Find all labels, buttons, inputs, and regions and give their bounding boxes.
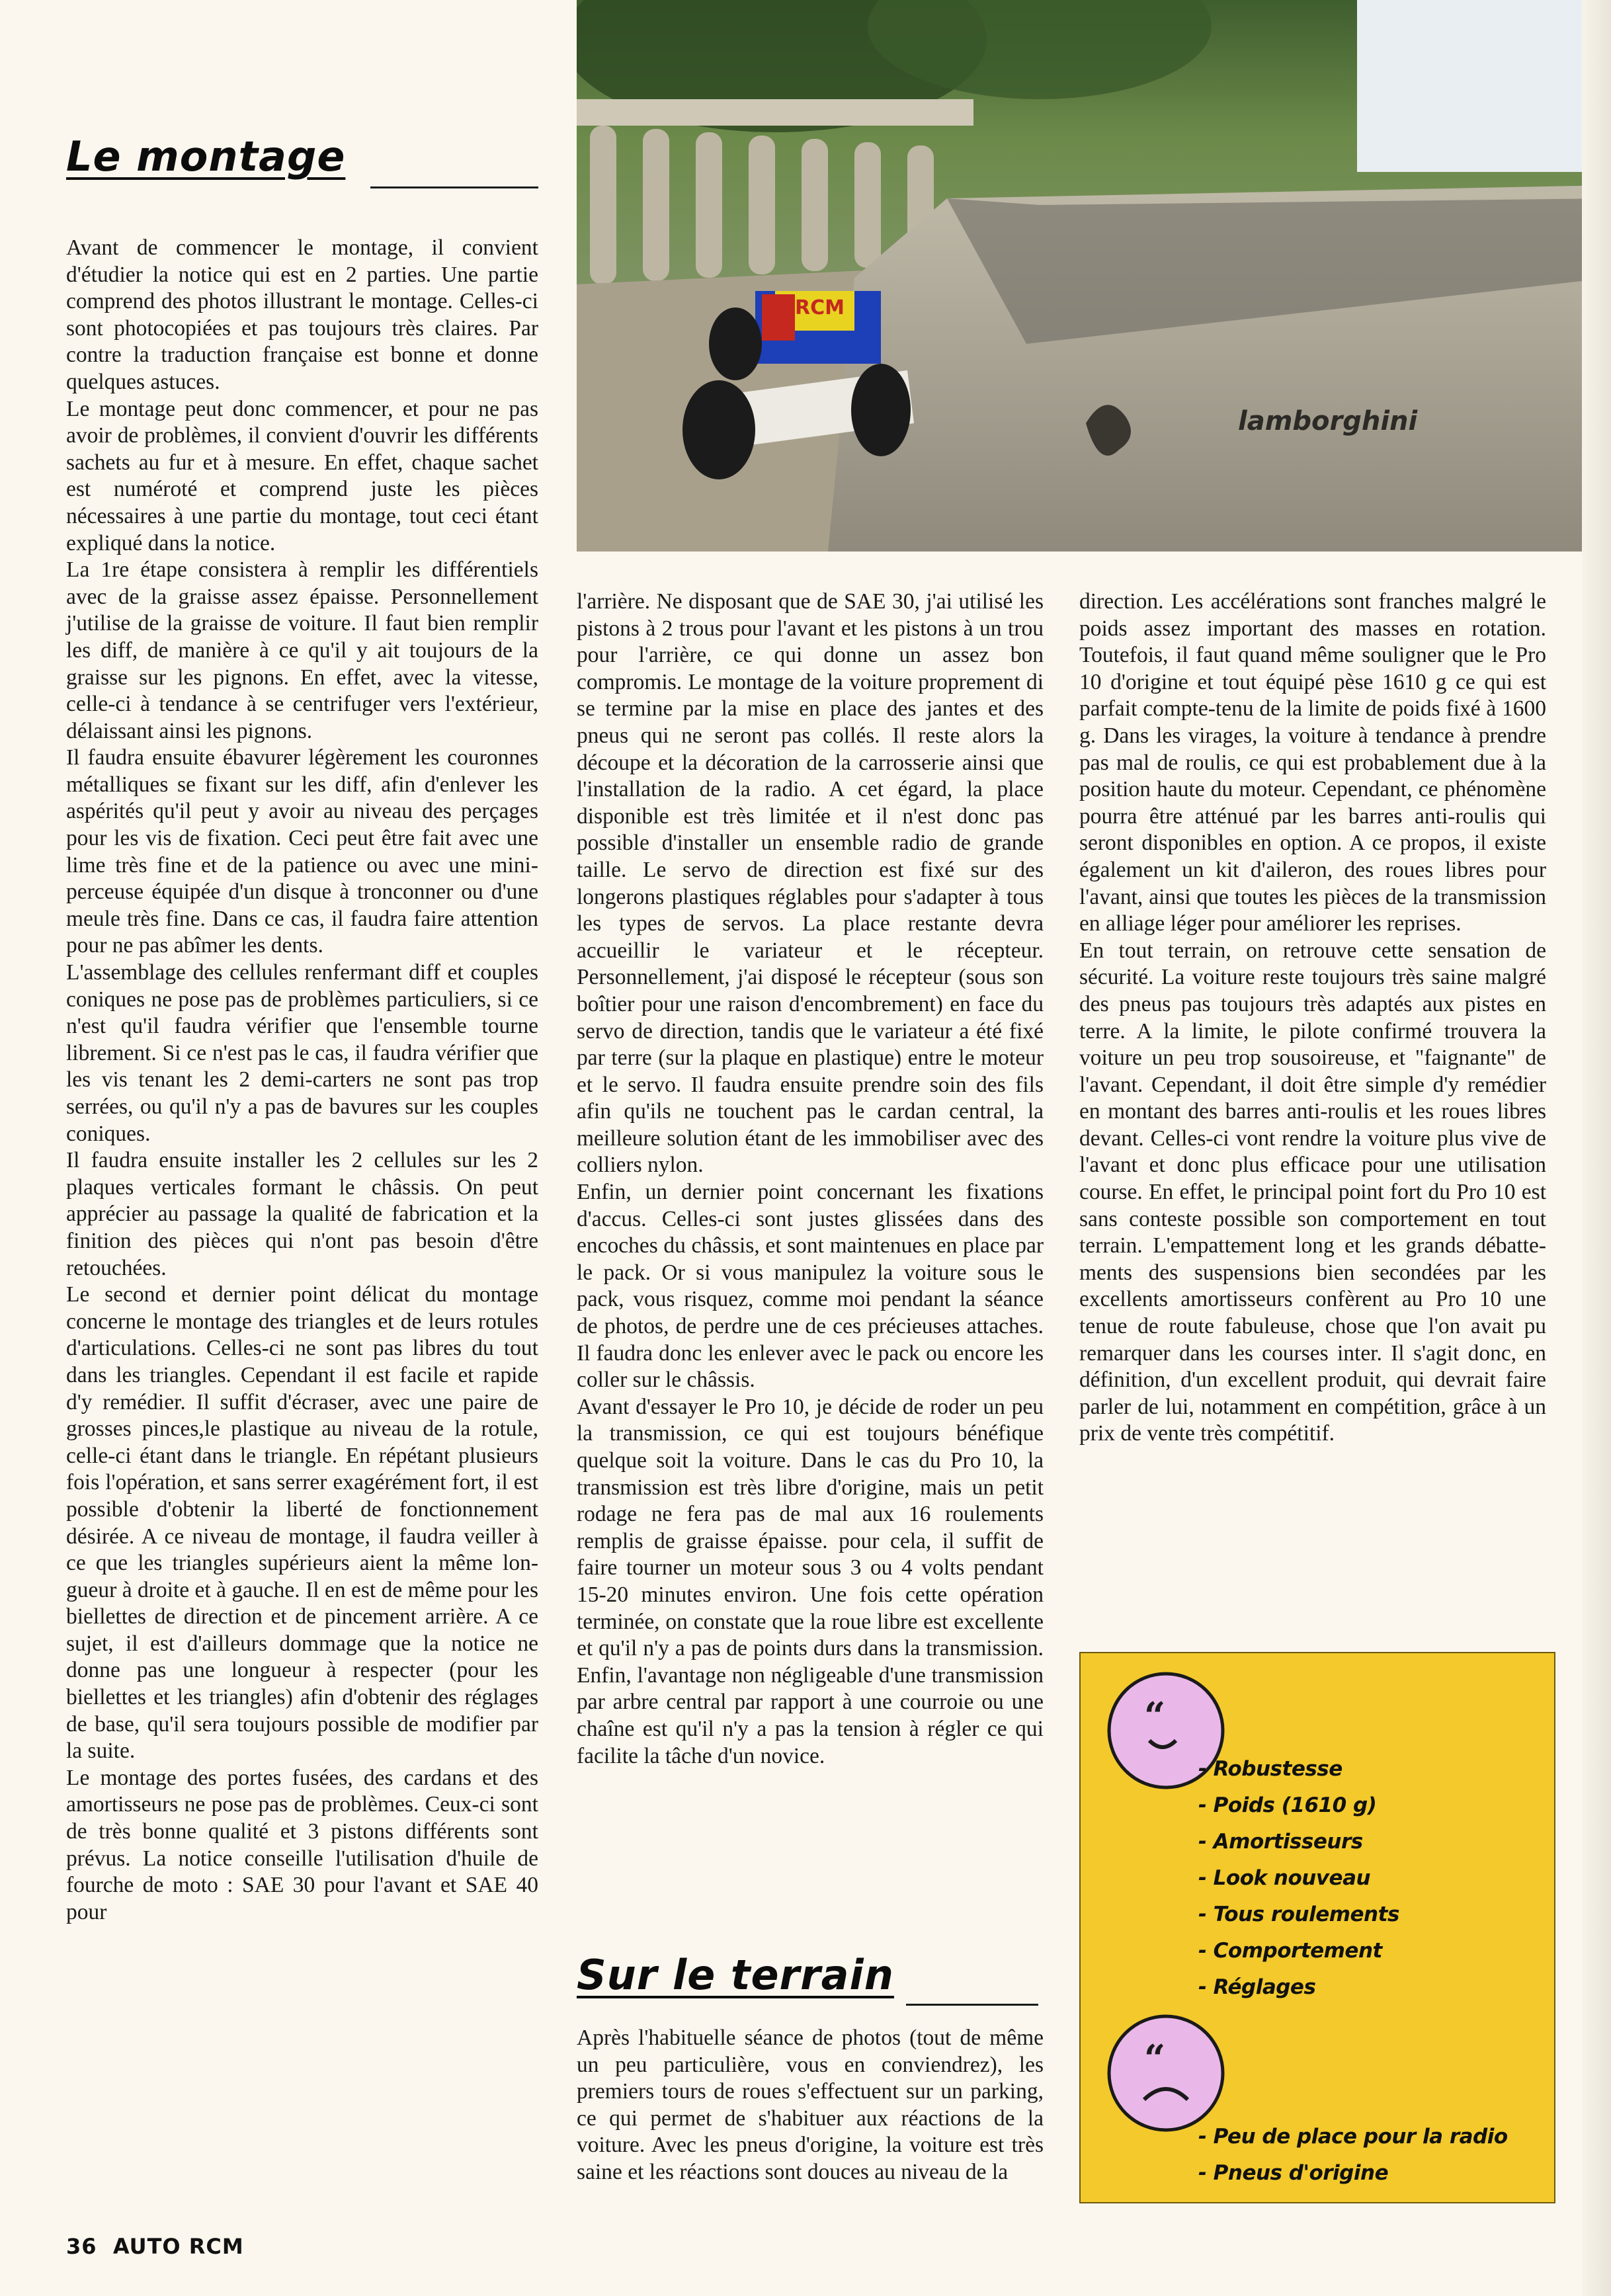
sad-face-icon [1103,2010,1229,2136]
lamborghini-badge: lamborghini [1238,406,1418,436]
section-heading-terrain: Sur le terrain [577,1951,894,1999]
list-item: - Pneus d'origine [1198,2161,1389,2185]
paragraph: Enfin, un dernier point concernant les fixations d'accus. Celles-ci sont justes glissées dans des encoches du châssis, et sont maintenues en place par le pack. Or si vous manipulez la voiture sous le pack, vous risquez, comme moi pendant la séance de photos, de perdre une de ces précieuses attaches. Il faudra donc les enlever avec le pack ou encore les coller sur le châssis. [577,1180,1044,1393]
heading-rule [906,2004,1038,2006]
page-number: 36 [66,2234,97,2259]
rc-car-label: RCM [795,296,845,319]
column-3 [1079,589,1546,1448]
paragraph: La 1re étape consistera à remplir les différentiels avec de la graisse assez épaisse. Personnellement j'utilise de la graisse de voiture. Il faut bien remplir les diff, de manière à ce qu'il y ait toujours de la graisse sur les pignons. En effet, avec la vitesse, celle-ci à tendance à se centrifuger vers l'extérieur, délaissant ainsi les pignons. [66,557,538,743]
list-item: - Poids (1610 g) [1198,1793,1377,1817]
paragraph: Avant d'essayer le Pro 10, je décide de roder un peu la transmission, ce qui est toujours bénéfique quelque soit la voiture. Dans le cas du Pro 10, la transmission est très libre d'origine, mais un petit rodage ne fera pas de mal aux 16 roulements remplis de graisse épaisse. pour cela, il suffit de faire tourner un moteur sous 3 ou 4 volts pendant 15-20 minutes environ. Une fois cette opération terminée, on constate que la roue libre est excellente et qu'il n'y a pas de points durs dans la transmission. Enfin, l'avantage non négligeable d'une transmission par arbre central par rapport à une courroie ou une chaîne est qu'il n'y a pas la tension à régler ce qui facilite la tâche d'un novice. [577,1394,1044,1768]
page-edge [1582,0,1611,2296]
paragraph: Le second et dernier point délicat du montage concerne le montage des triangles et de leurs rotules d'articulations. Celles-ci ne sont pas libres du tout dans les triangles. Cependant il est facile et rapide d'y remédier. Il suffit d'écraser, avec une paire de grosses pinces,le plastique au niveau de la rotule, celle-ci étant dans le triangle. En répétant plusieurs fois l'opération, et sans serrer exagérément fort, il est possible d'obtenir la liberté de fonctionnement désirée. A ce niveau de montage, il faudra veiller à ce que les triangles supérieurs aient la même longueur à droite et à gauche. Il en est de même pour les biellettes de direction et de pincement arrière. A ce sujet, il est d'ailleurs dommage que la notice ne donne pas une longueur à respecter (pour les biellettes et les triangles) afin d'obtenir des réglages de base, qu'il sera toujours possible de modifier par la suite. [66,1282,538,1764]
cons-list [1198,2119,1508,2192]
list-item: - Réglages [1198,1975,1316,1999]
column-1 [66,235,538,1926]
magazine-name: AUTO RCM [112,2234,244,2259]
photo-car-lamborghini [577,0,1611,552]
heading-rule [370,186,538,188]
paragraph: En tout terrain, on retrouve cette sensation de sécurité. La voiture reste toujours très saine malgré des pneus pas toujours très adaptés aux pistes en terre. A la limite, le pilote confirmé trouvera la voiture un peu trop sousoireuse, et "faignante" de l'avant. Cependant, il doit être simple d'y remédier en montant des barres anti-roulis et les roues libres devant. Celles-ci vont rendre la voiture plus vive de l'avant et donc plus efficace pour une utilisation course. En effet, le principal point fort du Pro 10 est sans conteste possible son comportement en tout terrain. L'empattement long et les grands débattements des suspensions bien secondées par les excellents amortisseurs confèrent au Pro 10 une tenue de route fabuleuse, chose que l'on avait pu remarquer dans les courses inter. Il s'agit donc, en définition, d'un excellent produit, qui devrait faire parler de lui, notamment en compétition, grâce à un prix de vente très compétitif. [1079,938,1546,1446]
column-2-continued [577,2025,1044,2186]
list-item: - Tous roulements [1198,1903,1399,1926]
list-item: - Comportement [1198,1939,1382,1963]
list-item: - Peu de place pour la radio [1198,2125,1508,2149]
paragraph: L'assemblage des cellules renfermant diff et couples coniques ne pose pas de problèmes particuliers, si ce n'est qu'il faudra vérifier que l'ensemble tourne librement. Si ce n'est pas le cas, il faudra vérifier que les vis tenant les 2 demi-carters ne sont pas trop serrées, ou qu'il n'y a pas de bavures sur les couples coniques. [66,960,538,1146]
column-2 [577,589,1044,1770]
pros-cons-box [1079,1652,1555,2203]
list-item: - Look nouveau [1198,1866,1371,1890]
section-heading-montage: Le montage [66,132,346,181]
page-footer [66,2234,244,2259]
paragraph: Le montage des portes fusées, des cardans et des amortisseurs ne pose pas de problèmes. Ceux-ci sont de très bonne qualité et 3 pistons différents sont prévus. La notice conseille l'utilisation d'huile de fourche de moto : SAE 30 pour l'avant et SAE 40 pour [66,1765,538,1924]
paragraph: Après l'habituelle séance de photos (tout de même un peu particulière, vous en conviendrez), les premiers tours de roues s'effectuent sur un parking, ce qui permet de s'habituer aux réactions de la voiture. Avec les pneus d'origine, la voiture est très saine et les réactions sont douces au niveau de la [577,2026,1044,2184]
paragraph: Le montage peut donc commencer, et pour ne pas avoir de problèmes, il convient d'ouvrir les différents sachets au fur et à mesure. En effet, chaque sachet est numéroté et comprend juste les pièces nécessaires à une partie du montage, tout ceci étant expliqué dans la notice. [66,396,538,555]
paragraph: Avant de commencer le montage, il convient d'étudier la notice qui est en 2 parties. Une partie comprend des photos illustrant le montage. Celles-ci sont photocopiées et pas toujours très claires. Par contre la traduction française est bonne et donne quelques astuces. [66,235,538,394]
paragraph: Il faudra ensuite ébavurer légèrement les couronnes métalliques se fixant sur les diff, afin d'enlever les aspérités qu'il peut y avoir au niveau des perçages pour les vis de fixation. Ceci peut être fait avec une lime très fine et de la patience ou avec une miniperceuse équipée d'un disque à tronconner ou d'une meule très fine. Dans ce cas, il faudra faire attention pour ne pas abîmer les dents. [66,745,538,958]
svg-text:“: “ [1144,2037,1166,2080]
paragraph: direction. Les accélérations sont franches malgré le poids assez important des masses en rotation. Toutefois, il faut quand même souligner que le Pro 10 d'origine et tout équipé pèse 1610 g ce qui est parfait compte-tenu de la limite de poids fixé à 1600 g. Dans les virages, la voiture à tendance à prendre pas mal de roulis, ce qui est probablement due à la position haute du moteur. Cependant, ce phénomène pourra être atténué par les barres anti-roulis qui seront disponibles en option. A ce propos, il existe également un kit d'aileron, des roues libres pour l'avant, ainsi que toutes les pièces de la transmission en alliage léger pour améliorer les reprises. [1079,589,1546,936]
list-item: - Robustesse [1198,1757,1342,1781]
paragraph: l'arrière. Ne disposant que de SAE 30, j'ai utilisé les pistons à 2 trous pour l'avant et les pistons à un trou pour l'arrière, ce qui donne un assez bon compromis. Le montage de la voiture proprement di se termine par la mise en place des jantes et des pneus qui ne seront pas collés. Il reste alors la découpe et la décoration de la carrosserie ainsi que l'installation de la radio. A cet égard, la place disponible est très limitée et il n'est donc pas possible d'installer un ensemble radio de grande taille. Le servo de direction est fixé sur des longerons plastiques réglables pour s'adapter à tous les types de servos. La place restante devra accueillir le variateur et le récepteur. Personnellement, j'ai disposé le récepteur (sous son boîtier pour une raison d'encombrement) en face du servo de direction, tandis que le variateur a été fixé par terre (sur la plaque en plastique) entre le moteur et le servo. Il faudra ensuite prendre soin des fils afin qu'ils ne touchent pas le cardan central, la meilleure solution étant de les immobiliser avec des colliers nylon. [577,589,1044,1178]
svg-text:“: “ [1144,1694,1166,1738]
paragraph: Il faudra ensuite installer les 2 cellules sur les 2 plaques verticales formant le châssis. On peut apprécier au passage la qualité de fabrication et la finition des pièces qui n'ont pas besoin d'être retouchées. [66,1148,538,1280]
list-item: - Amortisseurs [1198,1830,1363,1854]
photo-illustration [577,0,1611,552]
pros-list [1198,1751,1399,2006]
